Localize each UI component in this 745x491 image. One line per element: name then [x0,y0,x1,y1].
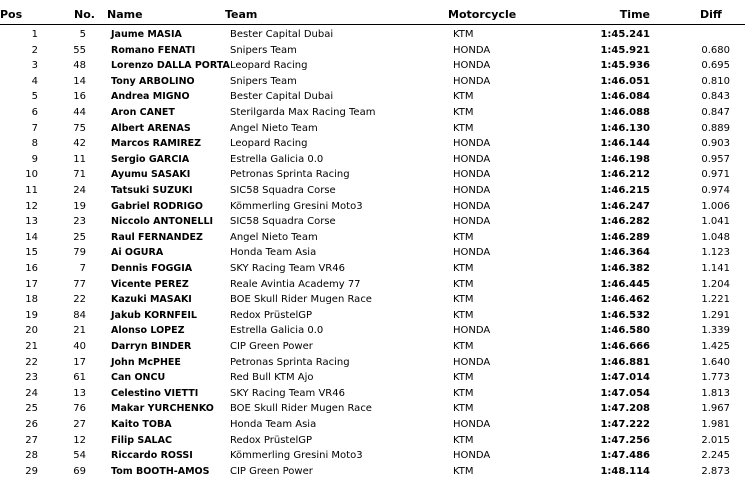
gap-cell: 0.957 [701,153,730,165]
header-diff: Diff [700,8,722,21]
number-cell: 54 [73,450,86,462]
number-cell: 69 [73,465,86,477]
motorcycle-cell: KTM [453,341,474,352]
number-cell: 11 [73,153,86,165]
gap-cell: 0.695 [701,60,730,72]
lap-time-cell: 1:46.382 [600,263,650,274]
lap-time-cell: 1:46.580 [600,325,650,337]
table-row [0,417,745,433]
number-cell: 12 [73,434,86,446]
motorcycle-cell: KTM [453,278,474,290]
rider-name-cell: Celestino VIETTI [111,387,199,399]
pos-cell: 19 [25,309,38,321]
team-cell: Estrella Galicia 0.0 [230,325,324,337]
table-row [0,386,745,402]
pos-cell: 3 [31,60,38,72]
gap-cell: 1.813 [701,387,730,399]
lap-time-cell: 1:47.256 [600,434,650,446]
number-cell: 79 [73,247,86,259]
table-row [0,308,745,324]
motorcycle-cell: HONDA [453,138,491,150]
lap-time-cell: 1:46.144 [600,138,650,150]
gap-cell: 1.006 [701,200,730,212]
gap-cell: 0.847 [701,107,730,118]
header-divider [0,24,745,25]
pos-cell: 23 [25,372,38,384]
team-cell: Estrella Galicia 0.0 [230,153,324,165]
header-time: Time [619,8,650,21]
number-cell: 44 [73,107,86,118]
number-cell: 14 [73,75,86,87]
number-cell: 40 [73,341,86,352]
pos-cell: 6 [31,107,38,118]
gap-cell: 0.889 [701,122,730,134]
number-cell: 61 [73,372,86,384]
lap-time-cell: 1:45.921 [600,44,650,56]
team-cell: BOE Skull Rider Mugen Race [230,403,372,415]
team-cell: Honda Team Asia [230,419,317,430]
gap-cell: 1.291 [701,309,730,321]
motorcycle-cell: KTM [453,372,474,384]
motorcycle-cell: HONDA [453,325,491,337]
motorcycle-cell: HONDA [453,216,491,228]
rider-name-cell: Aron CANET [111,107,175,118]
rider-name-cell: Filip SALAC [111,434,172,446]
motorcycle-cell: KTM [453,29,474,40]
motorcycle-cell: HONDA [453,75,491,87]
gap-cell: 1.640 [701,356,730,368]
motorcycle-cell: HONDA [453,450,491,462]
pos-cell: 4 [31,75,38,87]
rider-name-cell: Alonso LOPEZ [111,325,185,337]
table-row [0,183,745,199]
gap-cell: 1.048 [701,231,730,243]
lap-time-cell: 1:46.084 [600,91,650,103]
gap-cell: 2.245 [701,450,730,462]
team-cell: Leopard Racing [230,138,308,150]
table-row [0,464,745,480]
rider-name-cell: Kazuki MASAKI [111,294,192,306]
motorcycle-cell: KTM [453,91,474,103]
number-cell: 42 [73,138,86,150]
table-row [0,292,745,308]
pos-cell: 18 [25,294,38,306]
lap-time-cell: 1:46.289 [600,231,650,243]
number-cell: 21 [73,325,86,337]
number-cell: 84 [73,309,86,321]
motorcycle-cell: KTM [453,107,474,118]
number-cell: 13 [73,387,86,399]
gap-cell: 0.810 [701,75,730,87]
motorcycle-cell: KTM [453,465,474,477]
team-cell: Bester Capital Dubai [230,29,334,40]
motorcycle-cell: KTM [453,122,474,134]
lap-time-cell: 1:46.088 [600,107,650,118]
rider-name-cell: Lorenzo DALLA PORTA [111,60,230,72]
lap-time-cell: 1:46.532 [600,309,650,321]
number-cell: 71 [73,169,86,181]
table-row [0,74,745,90]
table-row [0,433,745,449]
header-team: Team [225,8,258,21]
rider-name-cell: Sergio GARCIA [111,153,190,165]
header-number: No. [74,8,95,21]
lap-time-cell: 1:46.130 [600,122,650,134]
table-row [0,167,745,183]
lap-time-cell: 1:46.445 [600,278,650,290]
team-cell: Honda Team Asia [230,247,317,259]
table-row [0,323,745,339]
pos-cell: 11 [25,185,38,196]
team-cell: SKY Racing Team VR46 [230,387,345,399]
team-cell: SIC58 Squadra Corse [230,185,336,196]
pos-cell: 21 [25,341,38,352]
pos-cell: 17 [25,278,38,290]
pos-cell: 25 [25,403,38,415]
lap-time-cell: 1:47.486 [600,450,650,462]
motorcycle-cell: KTM [453,263,474,274]
rider-name-cell: Gabriel RODRIGO [111,200,203,212]
lap-time-cell: 1:46.282 [600,216,650,228]
gap-cell: 2.873 [701,465,730,477]
rider-name-cell: Albert ARENAS [111,122,191,134]
pos-cell: 5 [31,91,38,103]
pos-cell: 15 [25,247,38,259]
team-cell: Petronas Sprinta Racing [230,169,350,181]
lap-time-cell: 1:45.241 [600,29,650,40]
rider-name-cell: Vicente PEREZ [111,278,189,290]
lap-time-cell: 1:46.364 [600,247,650,259]
number-cell: 7 [79,263,86,274]
rider-name-cell: Jakub KORNFEIL [111,309,197,321]
rider-name-cell: Marcos RAMIREZ [111,138,202,150]
table-row [0,121,745,137]
rider-name-cell: Darryn BINDER [111,341,192,352]
lap-time-cell: 1:47.222 [600,419,650,430]
rider-name-cell: Riccardo ROSSI [111,450,193,462]
pos-cell: 7 [31,122,38,134]
team-cell: Kömmerling Gresini Moto3 [230,450,363,462]
number-cell: 16 [73,91,86,103]
header-pos: Pos [0,8,23,21]
lap-time-cell: 1:45.936 [600,60,650,72]
table-row [0,136,745,152]
team-cell: Petronas Sprinta Racing [230,356,350,368]
gap-cell: 2.015 [701,434,730,446]
table-row [0,43,745,59]
motorcycle-cell: KTM [453,309,474,321]
rider-name-cell: Jaume MASIA [111,29,182,40]
gap-cell: 1.967 [701,403,730,415]
table-row [0,27,745,43]
team-cell: Redox PrüstelGP [230,434,313,446]
table-row [0,89,745,105]
motorcycle-cell: HONDA [453,44,491,56]
rider-name-cell: Makar YURCHENKO [111,403,214,415]
table-row [0,214,745,230]
lap-time-cell: 1:47.014 [600,372,650,384]
rider-name-cell: Andrea MIGNO [111,91,190,103]
number-cell: 24 [73,185,86,196]
lap-time-cell: 1:46.247 [600,200,650,212]
team-cell: CIP Green Power [230,341,313,352]
rider-name-cell: Ayumu SASAKI [111,169,191,181]
team-cell: SIC58 Squadra Corse [230,216,336,228]
lap-time-cell: 1:46.198 [600,153,650,165]
rider-name-cell: Niccolo ANTONELLI [111,216,214,228]
lap-time-cell: 1:46.212 [600,169,650,181]
team-cell: Kömmerling Gresini Moto3 [230,200,363,212]
pos-cell: 26 [25,419,38,430]
number-cell: 77 [73,278,86,290]
rider-name-cell: Raul FERNANDEZ [111,231,203,243]
rider-name-cell: John McPHEE [111,356,181,368]
number-cell: 5 [79,29,86,40]
motorcycle-cell: HONDA [453,356,491,368]
gap-cell: 1.141 [701,263,730,274]
table-row [0,245,745,261]
lap-time-cell: 1:46.881 [600,356,650,368]
table-row [0,355,745,371]
pos-cell: 10 [25,169,38,181]
motorcycle-cell: KTM [453,387,474,399]
table-row [0,277,745,293]
lap-time-cell: 1:47.208 [600,403,650,415]
gap-cell: 1.339 [701,325,730,337]
team-cell: Sterilgarda Max Racing Team [230,107,376,118]
pos-cell: 8 [31,138,38,150]
rider-name-cell: Ai OGURA [111,247,164,259]
gap-cell: 0.843 [701,91,730,103]
rider-name-cell: Dennis FOGGIA [111,263,193,274]
rider-name-cell: Tatsuki SUZUKI [111,185,193,196]
gap-cell: 1.204 [701,278,730,290]
team-cell: SKY Racing Team VR46 [230,263,345,274]
motorcycle-cell: HONDA [453,247,491,259]
table-row [0,261,745,277]
motorcycle-cell: HONDA [453,60,491,72]
pos-cell: 22 [25,356,38,368]
motorcycle-cell: HONDA [453,153,491,165]
pos-cell: 9 [31,153,38,165]
number-cell: 27 [73,419,86,430]
number-cell: 25 [73,231,86,243]
gap-cell: 1.773 [701,372,730,384]
team-cell: Snipers Team [230,75,297,87]
rider-name-cell: Romano FENATI [111,44,196,56]
header-motorcycle: Motorcycle [448,8,517,21]
lap-time-cell: 1:47.054 [600,387,650,399]
number-cell: 48 [73,60,86,72]
number-cell: 23 [73,216,86,228]
team-cell: BOE Skull Rider Mugen Race [230,294,372,306]
team-cell: Leopard Racing [230,60,308,72]
motorcycle-cell: KTM [453,231,474,243]
pos-cell: 24 [25,387,38,399]
team-cell: Red Bull KTM Ajo [230,372,314,384]
table-row [0,339,745,355]
lap-time-cell: 1:46.666 [600,341,650,352]
table-row [0,58,745,74]
table-row [0,152,745,168]
gap-cell: 0.974 [701,185,730,196]
number-cell: 55 [73,44,86,56]
pos-cell: 28 [25,450,38,462]
rider-name-cell: Can ONCU [111,372,166,384]
number-cell: 17 [73,356,86,368]
gap-cell: 1.981 [701,419,730,430]
gap-cell: 1.123 [701,247,730,259]
motorcycle-cell: KTM [453,434,474,446]
pos-cell: 13 [25,216,38,228]
motorcycle-cell: HONDA [453,200,491,212]
pos-cell: 27 [25,434,38,446]
gap-cell: 1.041 [701,216,730,228]
gap-cell: 1.221 [701,294,730,306]
table-row [0,401,745,417]
rider-name-cell: Tom BOOTH-AMOS [111,465,210,477]
table-header [0,7,745,23]
motorcycle-cell: KTM [453,294,474,306]
lap-time-cell: 1:46.215 [600,185,650,196]
pos-cell: 12 [25,200,38,212]
gap-cell: 0.680 [701,44,730,56]
pos-cell: 20 [25,325,38,337]
motorcycle-cell: HONDA [453,185,491,196]
team-cell: Angel Nieto Team [230,122,318,134]
team-cell: CIP Green Power [230,465,313,477]
team-cell: Redox PrüstelGP [230,309,313,321]
header-name: Name [107,8,143,21]
table-row [0,448,745,464]
pos-cell: 29 [25,465,38,477]
lap-time-cell: 1:46.462 [600,294,650,306]
table-row [0,230,745,246]
motorcycle-cell: HONDA [453,169,491,181]
motorcycle-cell: HONDA [453,419,491,430]
pos-cell: 14 [25,231,38,243]
pos-cell: 2 [31,44,38,56]
team-cell: Angel Nieto Team [230,231,318,243]
number-cell: 76 [73,403,86,415]
rider-name-cell: Kaito TOBA [111,419,172,430]
table-row [0,105,745,121]
team-cell: Reale Avintia Academy 77 [230,278,361,290]
rider-name-cell: Tony ARBOLINO [111,75,195,87]
team-cell: Snipers Team [230,44,297,56]
gap-cell: 0.971 [701,169,730,181]
gap-cell: 1.425 [701,341,730,352]
number-cell: 19 [73,200,86,212]
gap-cell: 0.903 [701,138,730,150]
number-cell: 75 [73,122,86,134]
number-cell: 22 [73,294,86,306]
motorcycle-cell: KTM [453,403,474,415]
pos-cell: 1 [31,29,38,40]
table-row [0,370,745,386]
team-cell: Bester Capital Dubai [230,91,334,103]
table-row [0,199,745,215]
pos-cell: 16 [25,263,38,274]
lap-time-cell: 1:46.051 [600,75,650,87]
lap-time-cell: 1:48.114 [600,465,650,477]
